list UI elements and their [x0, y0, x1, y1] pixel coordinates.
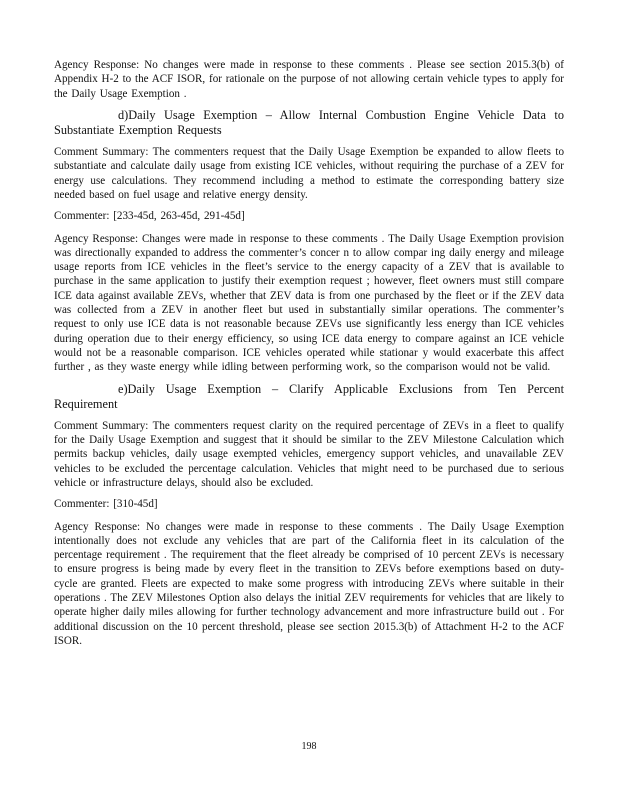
agency-response-paragraph: Agency Response: No changes were made in response to these comments . The Daily Usage Exemption intentionally does not exclude any vehicles that are part of the California fleet in its calculation of the percentage requirement . The requirement that the fleet already be comprised of 10 percent ZEVs is necessary to ensure progress is being made by every fleet in the transition to ZEVs before exemptions based on duty-cycle are granted. Fleets are expected to make some progress with introducing ZEVs where suitable in their operations . The ZEV Milestones Option also delays the initial ZEV requirements for vehicles that are likely to operate higher daily miles allowing for further technology advancement and more infrastructure build out . For additional discussion on the 10 percent threshold, please see section 2015.3(b) of Attachment H-2 to the ACF ISOR.	[54, 520, 564, 647]
page-number: 198	[301, 741, 317, 752]
commenter-line: Commenter: [233-45d, 263-45d, 291-45d]	[54, 210, 245, 223]
comment-summary-paragraph: Comment Summary: The commenters request clarity on the required percentage of ZEVs in a fleet to qualify for the Daily Usage Exemption and suggest that it should be similar to the ZEV Milestone Calculation which permits backup vehicles, daily usage exempted vehicles, emergency support vehicles, and unavailable ZEV vehicles to be excluded the percentage calculation. Vehicles that might need to be purchased due to serious vehicle or infrastructure delays, should also be excluded.	[54, 419, 564, 489]
section-heading-e: e)Daily Usage Exemption – Clarify Applicable Exclusions from Ten Percent Requirement	[54, 381, 564, 412]
agency-response-paragraph: Agency Response: No changes were made in response to these comments . Please see section 2015.3(b) of Appendix H-2 to the ACF ISOR, for rationale on the purpose of not allowing certain vehicle types to apply for the Daily Usage Exemption .	[54, 59, 564, 100]
section-heading-d: d)Daily Usage Exemption – Allow Internal Combustion Engine Vehicle Data to Substantiate Exemption Requests	[54, 107, 564, 138]
agency-response-paragraph: Agency Response: Changes were made in response to these comments . The Daily Usage Exemption provision was directionally expanded to address the commenter’s concer n to allow compar ing daily energy and mileage usage reports from ICE vehicles in the fleet’s service to the energy capacity of a ZEV that is available to purchase in the same application to justify their exemption request ; however, fleet owners must still compare ICE data against available ZEVs, whether that ZEV data is from one purchased by the fleet or if the ZEV data was collected from a ZEV in another fleet but used in substantially similar operations. The commenter’s request to only use ICE data is not reasonable because ZEVs use significantly less energy than ICE vehicles during operation due to their energy efficiency, so using ICE data energy to compare against an ICE vehicle would not be a reasonable comparison. ICE vehicles operated while stationar y would exacerbate this affect further , as they waste energy while idling between performing work, so the comparison would not be valid.	[54, 232, 564, 374]
document-page	[54, 58, 564, 655]
comment-summary-paragraph: Comment Summary: The commenters request that the Daily Usage Exemption be expanded to allow fleets to substantiate and calculate daily usage from existing ICE vehicles, without requiring the purchase of a ZEV for energy use calculations. They recommend including a method to estimate the corresponding battery size needed based on fuel usage and relative energy density.	[54, 146, 564, 201]
commenter-line: Commenter: [310-45d]	[54, 498, 158, 511]
